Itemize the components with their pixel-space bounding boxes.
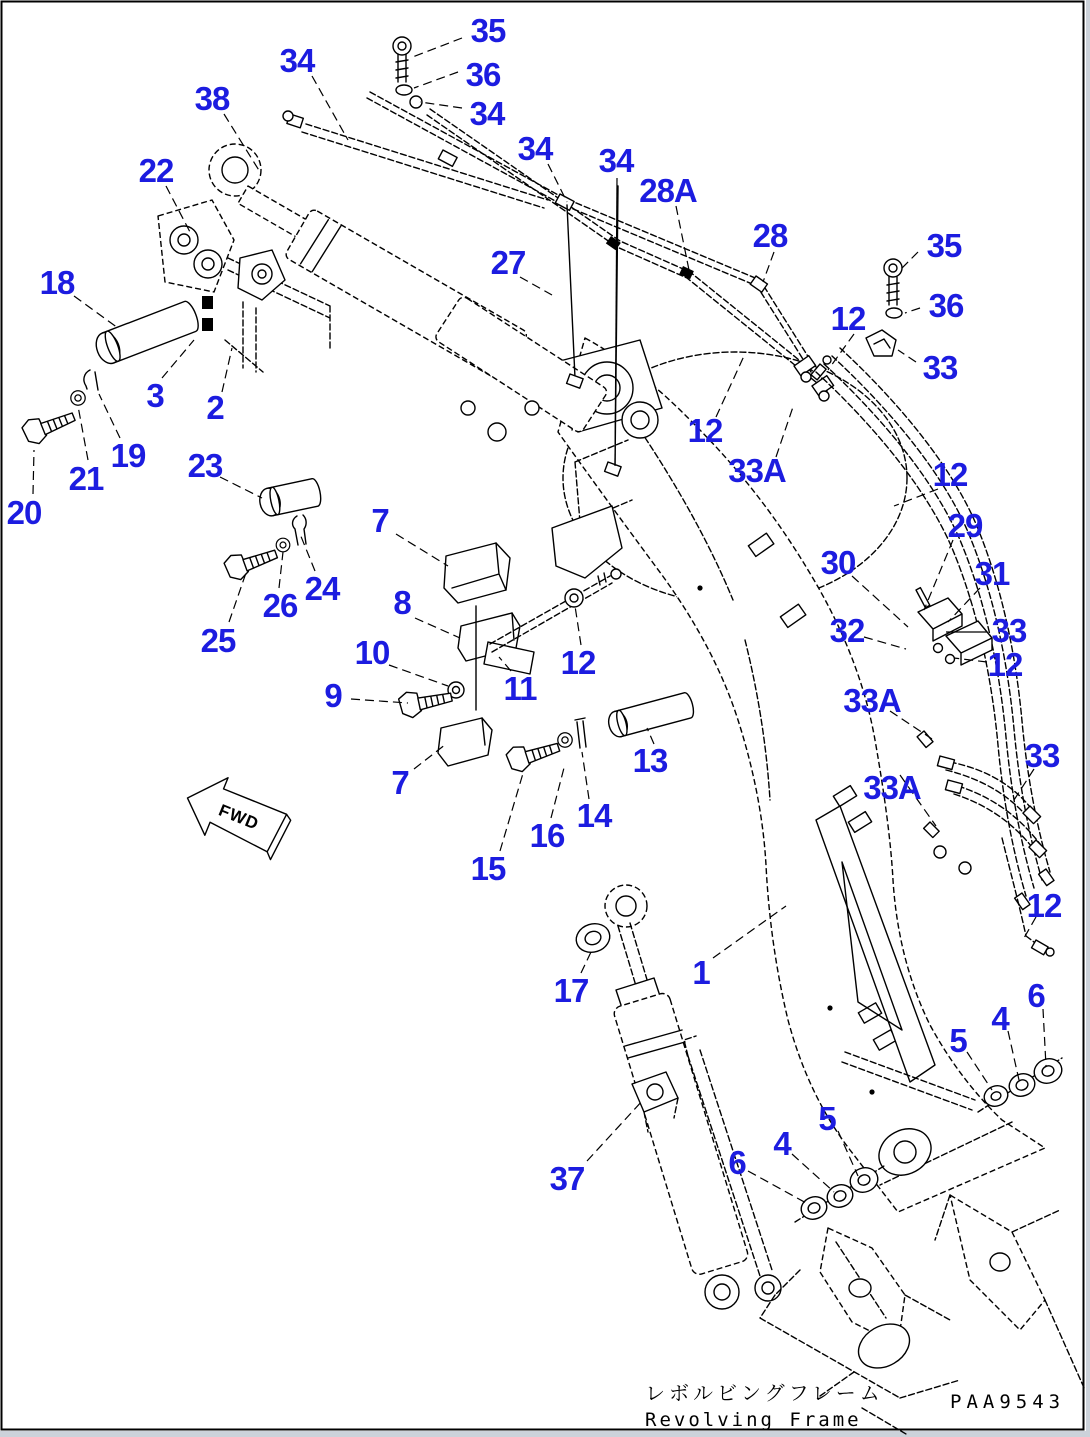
leader-line-16 [551,764,565,818]
leader-line-32 [864,637,906,649]
callout-6: 6 [1027,977,1045,1014]
leader-line-4 [792,1154,834,1192]
callout-30: 30 [820,544,856,581]
callout-25: 25 [200,622,236,659]
callout-15: 15 [470,850,506,887]
leader-line-23 [220,477,262,498]
callout-31: 31 [974,555,1010,592]
callout-11: 11 [503,670,537,707]
leader-line-35 [900,252,918,270]
callout-20: 20 [6,494,42,531]
callout-34: 34 [517,130,553,167]
caption-japanese: レボルビングフレーム [645,1381,884,1405]
callout-5: 5 [818,1100,836,1137]
bucket-cylinder [605,885,781,1309]
leader-line-35 [410,38,462,58]
callout-24: 24 [304,570,340,607]
callout-34: 34 [598,142,634,179]
callout-23: 23 [187,447,223,484]
callout-21: 21 [68,460,104,497]
leader-line-36 [905,308,920,313]
callout-33: 33 [1024,737,1060,774]
callout-33A: 33A [843,682,901,719]
callout-34: 34 [279,42,315,79]
callout-33: 33 [991,612,1027,649]
callout-2: 2 [206,389,224,426]
callout-12: 12 [830,300,866,337]
caption-block [645,1381,1065,1431]
leader-line-28A [676,206,689,270]
leader-line-28 [763,252,774,282]
leader-line-26 [279,552,283,588]
callout-34: 34 [469,95,505,132]
callout-4: 4 [773,1125,791,1162]
leader-line-12 [716,356,744,417]
bushing-washers-lower [795,1164,884,1223]
callout-3: 3 [146,377,164,414]
callout-35: 35 [470,12,506,49]
callout-17: 17 [553,972,589,1009]
callout-33A: 33A [728,452,786,489]
pin-18 [92,299,201,367]
callout-27: 27 [490,244,526,281]
bushing-washers-upper [978,1055,1065,1112]
fwd-label: FWD [216,800,262,834]
leader-line-12 [575,606,581,645]
callout-7: 7 [371,502,389,539]
callout-10: 10 [354,634,390,671]
bracket-22 [158,200,234,292]
leader-line-21 [78,406,88,460]
leader-line-3 [162,340,194,378]
leader-line-12 [894,489,938,506]
leader-line-2 [222,348,232,392]
drawing-code: PAA9543 [950,1391,1066,1413]
callout-12: 12 [687,412,723,449]
leader-line-17 [581,952,591,973]
leader-line-34 [312,76,348,140]
leader-line-15 [500,770,524,851]
leader-line-6 [1043,1009,1046,1066]
leader-line-34 [420,102,462,108]
callout-5: 5 [949,1022,967,1059]
callout-35: 35 [926,227,962,264]
pin-23-group [222,478,322,583]
callout-12: 12 [987,646,1023,683]
leader-line-4 [1008,1031,1019,1080]
callout-26: 26 [262,587,298,624]
callout-12: 12 [560,644,596,681]
leader-line-10 [389,665,448,686]
callout-9: 9 [324,677,342,714]
callout-22: 22 [138,152,174,189]
fasteners-left [20,370,98,447]
callout-38: 38 [194,80,230,117]
callout-36: 36 [465,56,501,93]
boom [553,338,1045,1212]
callout-29: 29 [947,507,983,544]
callout-1: 1 [692,954,710,991]
fwd-marker [177,766,297,862]
callout-19: 19 [110,437,146,474]
leader-line-34 [548,164,567,202]
leader-line-8 [415,618,460,638]
leader-line-6 [748,1171,808,1204]
leader-line-5 [967,1052,992,1090]
callout-14: 14 [576,797,612,834]
leader-line-7 [396,534,448,566]
callout-16: 16 [529,817,565,854]
callout-4: 4 [991,1000,1009,1037]
leader-line-33 [898,350,916,362]
leader-line-14 [582,752,589,799]
callout-13: 13 [632,742,668,779]
callout-37: 37 [549,1160,585,1197]
leader-line-20 [33,450,34,494]
callout-8: 8 [393,584,411,621]
pipe-clamp-blocks [916,588,992,665]
callout-36: 36 [928,287,964,324]
leader-line-37 [587,1100,643,1161]
callout-28A: 28A [639,172,697,209]
callout-12: 12 [1026,887,1062,924]
callout-33A: 33A [863,769,921,806]
callout-6: 6 [728,1144,746,1181]
leader-line-33A [776,404,794,457]
callout-18: 18 [39,264,75,301]
callout-7: 7 [391,764,409,801]
callout-12: 12 [932,456,968,493]
callout-32: 32 [829,612,865,649]
leader-line-36 [414,72,458,88]
ring-17 [573,919,614,956]
leader-line-24 [300,534,315,571]
caption-english: Revolving Frame [645,1409,862,1431]
leader-line-18 [74,296,118,328]
callout-28: 28 [752,217,788,254]
callout-33: 33 [922,349,958,386]
leader-line-19 [99,394,120,438]
